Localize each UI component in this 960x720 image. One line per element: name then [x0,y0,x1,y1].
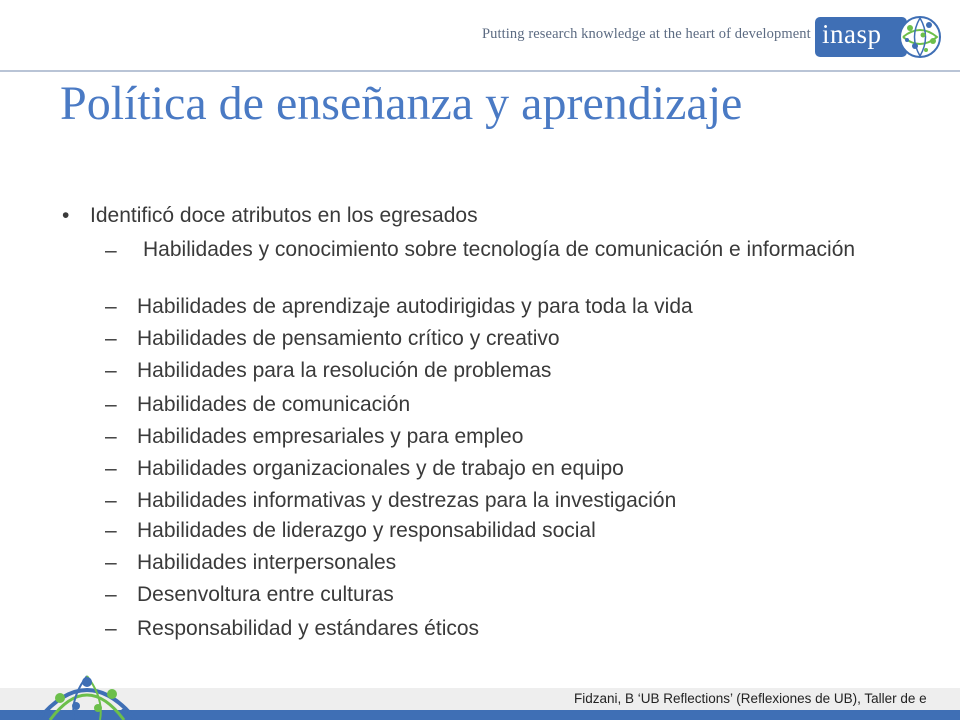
footer-strip [0,710,960,720]
sub-marker: – [105,393,117,416]
logo-wordmark-box [815,17,907,57]
bullet-marker: • [62,204,70,227]
list-item-text: Desenvoltura entre culturas [137,583,394,606]
inasp-logo [815,17,943,57]
list-item-text: Habilidades de pensamiento crítico y creativo [137,327,560,350]
list-item-text: Responsabilidad y estándares éticos [137,617,480,640]
sub-marker: – [105,359,117,382]
slide-title: Política de enseñanza y aprendizaje [60,77,743,130]
network-globe-icon [895,13,945,61]
sub-marker: – [105,489,117,512]
sub-marker: – [105,457,117,480]
sub-marker: – [105,551,117,574]
sub-marker: – [105,295,117,318]
header-divider [0,70,960,72]
list-item-text: Habilidades empresariales y para empleo [137,425,524,448]
main-bullet [60,200,478,232]
list-item-text: Habilidades de aprendizaje autodirigidas y para toda la vida [137,295,693,318]
sub-marker: – [105,327,117,350]
footer-citation: Fidzani, B ‘UB Reflections’ (Reflexiones de UB), Taller de e [574,691,927,706]
list-item-text: Habilidades para la resolución de problemas [137,359,552,382]
logo-wordmark: inasp [822,19,882,49]
sub-marker: – [105,583,117,606]
network-globe-icon [32,668,142,720]
list-item-text: Habilidades informativas y destrezas para la investigación [137,489,677,512]
list-item-text: Habilidades y conocimiento sobre tecnología de comunicación e información [143,238,856,261]
header-tagline: Putting research knowledge at the heart of development [482,26,811,42]
list-item-text: Habilidades de liderazgo y responsabilidad social [137,519,596,542]
list-item-text: Habilidades de comunicación [137,393,411,416]
sub-marker: – [105,425,117,448]
sub-marker: – [105,617,117,640]
main-bullet-text: Identificó doce atributos en los egresados [90,204,478,227]
sub-marker: – [105,519,117,542]
list-item-text: Habilidades interpersonales [137,551,397,574]
sub-marker: – [105,239,117,262]
list-item-text: Habilidades organizacionales y de trabajo en equipo [137,457,624,480]
